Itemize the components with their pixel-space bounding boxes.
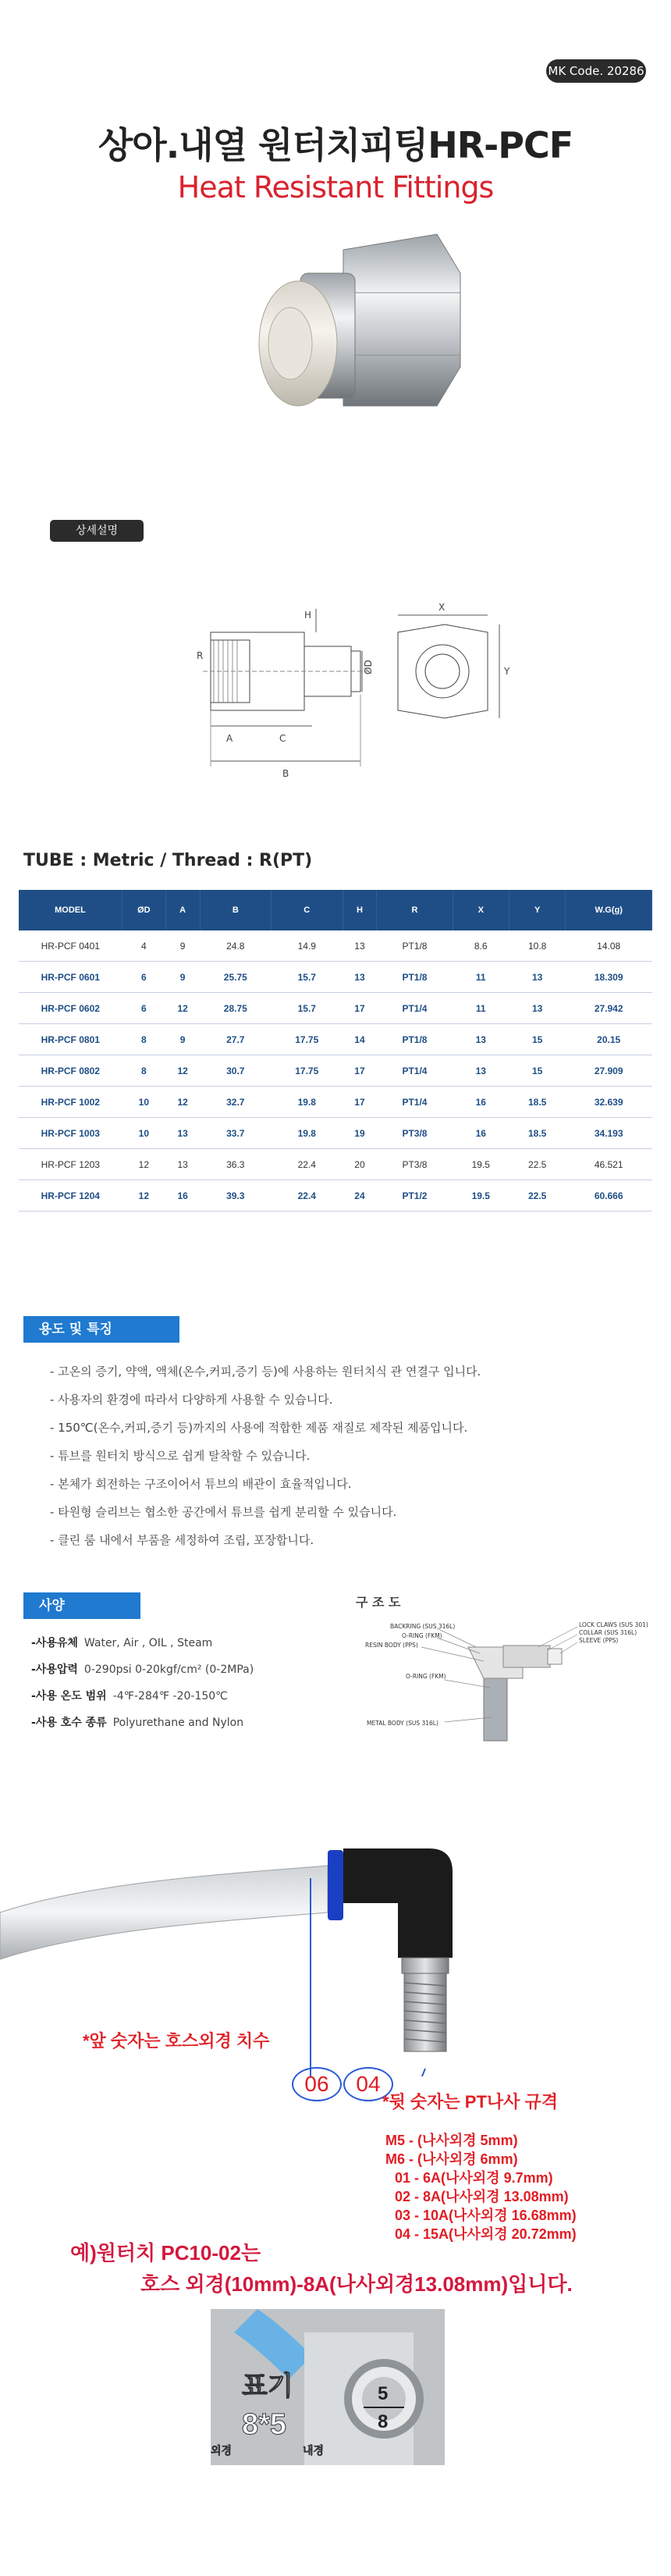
cell-h: 24 bbox=[343, 1180, 377, 1212]
spec-table bbox=[19, 890, 652, 1212]
hose-marking-photo bbox=[211, 2309, 445, 2465]
back-number-note: *뒷 숫자는 PT나사 규격 bbox=[382, 2092, 559, 2112]
dim-label-y: Y bbox=[504, 666, 510, 677]
front-number-note: *앞 숫자는 호스외경 치수 bbox=[83, 2031, 270, 2051]
cell-b: 27.7 bbox=[200, 1024, 271, 1055]
cell-a: 12 bbox=[165, 1055, 200, 1087]
col-y: Y bbox=[509, 890, 565, 930]
cell-weight: 34.193 bbox=[566, 1118, 652, 1149]
cell-r: PT1/8 bbox=[377, 962, 453, 993]
cell-h: 14 bbox=[343, 1024, 377, 1055]
cell-x: 19.5 bbox=[453, 1180, 509, 1212]
cell-c: 22.4 bbox=[272, 1180, 343, 1212]
list-item: 03 - 10A(나사외경 16.68mm) bbox=[395, 2208, 577, 2223]
cell-model: HR-PCF 0601 bbox=[19, 962, 122, 993]
cell-od: 8 bbox=[122, 1055, 166, 1087]
cell-a: 13 bbox=[165, 1118, 200, 1149]
product-subtitle: Heat Resistant Fittings bbox=[177, 170, 494, 205]
thread-size-number: 04 bbox=[343, 2067, 393, 2101]
cell-y: 22.5 bbox=[509, 1149, 565, 1180]
cell-y: 15 bbox=[509, 1055, 565, 1087]
cell-h: 13 bbox=[343, 930, 377, 962]
feature-item: - 튜브를 원터치 방식으로 쉽게 탈착할 수 있습니다. bbox=[50, 1449, 311, 1463]
cell-y: 22.5 bbox=[509, 1180, 565, 1212]
col-a: A bbox=[165, 890, 200, 930]
cell-od: 12 bbox=[122, 1149, 166, 1180]
feature-item: - 고온의 증기, 약액, 액체(온수,커피,증기 등)에 사용하는 원터치식 관 연결구 입니다. bbox=[50, 1364, 481, 1379]
cell-r: PT3/8 bbox=[377, 1149, 453, 1180]
spec-row-hose bbox=[31, 1714, 243, 1730]
table-row bbox=[19, 993, 652, 1024]
features-heading: 용도 및 특징 bbox=[23, 1316, 179, 1343]
part-label: O-RING (FKM) bbox=[406, 1673, 446, 1680]
part-label: METAL BODY (SUS 316L) bbox=[367, 1720, 438, 1727]
cell-x: 11 bbox=[453, 962, 509, 993]
cell-a: 9 bbox=[165, 962, 200, 993]
cell-h: 20 bbox=[343, 1149, 377, 1180]
cell-c: 17.75 bbox=[272, 1055, 343, 1087]
cell-a: 9 bbox=[165, 930, 200, 962]
cell-weight: 46.521 bbox=[566, 1149, 652, 1180]
spec-row-pressure bbox=[31, 1661, 254, 1677]
example-line-2: 호스 외경(10mm)-8A(나사외경13.08mm)입니다. bbox=[140, 2272, 573, 2296]
feature-item: - 사용자의 환경에 따라서 다양하게 사용할 수 있습니다. bbox=[50, 1393, 333, 1407]
specs-heading: 사양 bbox=[23, 1592, 140, 1619]
cell-od: 12 bbox=[122, 1180, 166, 1212]
cell-y: 15 bbox=[509, 1024, 565, 1055]
cell-od: 10 bbox=[122, 1087, 166, 1118]
example-line-1: 예)원터치 PC10-02는 bbox=[70, 2241, 261, 2265]
cell-model: HR-PCF 1204 bbox=[19, 1180, 122, 1212]
cell-x: 8.6 bbox=[453, 930, 509, 962]
cell-a: 16 bbox=[165, 1180, 200, 1212]
cell-h: 19 bbox=[343, 1118, 377, 1149]
cell-r: PT1/4 bbox=[377, 1087, 453, 1118]
cell-r: PT3/8 bbox=[377, 1118, 453, 1149]
cell-y: 18.5 bbox=[509, 1087, 565, 1118]
cell-weight: 27.942 bbox=[566, 993, 652, 1024]
list-item: M5 - (나사외경 5mm) bbox=[385, 2133, 518, 2148]
cell-weight: 32.639 bbox=[566, 1087, 652, 1118]
hose-size-label: 8*5 bbox=[242, 2408, 287, 2441]
cell-weight: 20.15 bbox=[566, 1024, 652, 1055]
cell-y: 10.8 bbox=[509, 930, 565, 962]
cell-b: 28.75 bbox=[200, 993, 271, 1024]
structure-diagram bbox=[343, 1616, 655, 1756]
col-x: X bbox=[453, 890, 509, 930]
cell-model: HR-PCF 0602 bbox=[19, 993, 122, 1024]
spec-value: 0-290psi 0-20kgf/cm² (0-2MPa) bbox=[83, 1663, 254, 1676]
spec-row-temperature bbox=[31, 1688, 228, 1703]
table-row bbox=[19, 930, 652, 962]
cell-weight: 60.666 bbox=[566, 1180, 652, 1212]
hose-size-number: 06 bbox=[292, 2067, 342, 2101]
cell-r: PT1/2 bbox=[377, 1180, 453, 1212]
dim-label-b: B bbox=[282, 768, 289, 779]
part-label: COLLAR (SUS 316L) bbox=[579, 1629, 637, 1636]
cell-c: 19.8 bbox=[272, 1087, 343, 1118]
spec-row-fluid bbox=[31, 1635, 212, 1650]
dim-label-od: ØD bbox=[363, 660, 374, 674]
structure-title: 구 조 도 bbox=[356, 1595, 401, 1610]
cell-b: 25.75 bbox=[200, 962, 271, 993]
cell-od: 10 bbox=[122, 1118, 166, 1149]
feature-item: - 150℃(온수,커피,증기 등)까지의 사용에 적합한 제품 재질로 제작된 제품입니다. bbox=[50, 1421, 468, 1435]
cell-r: PT1/8 bbox=[377, 1024, 453, 1055]
cell-od: 6 bbox=[122, 993, 166, 1024]
cell-h: 17 bbox=[343, 1087, 377, 1118]
inner-dia-value: 5 bbox=[378, 2383, 389, 2404]
cell-od: 6 bbox=[122, 962, 166, 993]
list-item: M6 - (나사외경 6mm) bbox=[385, 2151, 518, 2167]
cell-c: 19.8 bbox=[272, 1118, 343, 1149]
cell-b: 32.7 bbox=[200, 1087, 271, 1118]
spec-value: Polyurethane and Nylon bbox=[112, 1717, 244, 1729]
dim-label-h: H bbox=[304, 610, 312, 621]
cell-model: HR-PCF 1203 bbox=[19, 1149, 122, 1180]
table-row bbox=[19, 962, 652, 993]
col-model: MODEL bbox=[19, 890, 122, 930]
spec-label: -사용 온도 범위 bbox=[31, 1690, 107, 1703]
table-row bbox=[19, 1087, 652, 1118]
spec-value: Water, Air , OIL , Steam bbox=[83, 1637, 213, 1649]
cell-h: 13 bbox=[343, 962, 377, 993]
cell-y: 18.5 bbox=[509, 1118, 565, 1149]
cell-x: 16 bbox=[453, 1087, 509, 1118]
cell-a: 12 bbox=[165, 1087, 200, 1118]
part-label: BACKRING (SUS 316L) bbox=[390, 1623, 456, 1630]
cell-c: 14.9 bbox=[272, 930, 343, 962]
cell-weight: 18.309 bbox=[566, 962, 652, 993]
cell-x: 19.5 bbox=[453, 1149, 509, 1180]
table-row bbox=[19, 1024, 652, 1055]
dim-label-x: X bbox=[438, 602, 446, 613]
cell-h: 17 bbox=[343, 1055, 377, 1087]
dim-label-a: A bbox=[226, 733, 233, 744]
cell-od: 4 bbox=[122, 930, 166, 962]
cell-b: 30.7 bbox=[200, 1055, 271, 1087]
cell-y: 13 bbox=[509, 993, 565, 1024]
spec-label: -사용압력 bbox=[31, 1663, 78, 1676]
cell-x: 13 bbox=[453, 1024, 509, 1055]
col-b: B bbox=[200, 890, 271, 930]
list-item: 01 - 6A(나사외경 9.7mm) bbox=[395, 2170, 553, 2186]
cell-c: 17.75 bbox=[272, 1024, 343, 1055]
cell-c: 15.7 bbox=[272, 993, 343, 1024]
cell-b: 36.3 bbox=[200, 1149, 271, 1180]
cell-x: 16 bbox=[453, 1118, 509, 1149]
feature-item: - 본체가 회전하는 구조이어서 튜브의 배관이 효율적입니다. bbox=[50, 1477, 352, 1491]
col-weight: W.G(g) bbox=[566, 890, 652, 930]
outer-dia-label: 외경 bbox=[211, 2444, 233, 2457]
spec-label: -사용 호수 종류 bbox=[31, 1717, 107, 1729]
cell-c: 22.4 bbox=[272, 1149, 343, 1180]
inner-dia-label: 내경 bbox=[303, 2444, 325, 2457]
cell-x: 11 bbox=[453, 993, 509, 1024]
cell-weight: 14.08 bbox=[566, 930, 652, 962]
feature-item: - 클린 룸 내에서 부품을 세정하여 조립, 포장합니다. bbox=[50, 1533, 314, 1547]
cell-model: HR-PCF 0801 bbox=[19, 1024, 122, 1055]
dim-label-r: R bbox=[197, 650, 204, 661]
cell-r: PT1/8 bbox=[377, 930, 453, 962]
mk-code-badge: MK Code. 20286 bbox=[546, 59, 646, 83]
cell-y: 13 bbox=[509, 962, 565, 993]
part-label: O-RING (FKM) bbox=[402, 1632, 442, 1639]
technical-drawing bbox=[187, 593, 515, 812]
spec-table-title: TUBE : Metric / Thread : R(PT) bbox=[23, 851, 313, 870]
cell-h: 17 bbox=[343, 993, 377, 1024]
cell-a: 12 bbox=[165, 993, 200, 1024]
part-label: RESIN BODY (PPS) bbox=[365, 1642, 418, 1649]
product-title: 상아.내열 원터치피팅HR-PCF bbox=[98, 124, 573, 166]
cell-x: 13 bbox=[453, 1055, 509, 1087]
col-h: H bbox=[343, 890, 377, 930]
cell-model: HR-PCF 0401 bbox=[19, 930, 122, 962]
table-row bbox=[19, 1149, 652, 1180]
cell-b: 24.8 bbox=[200, 930, 271, 962]
spec-value: -4℉-284℉ -20-150℃ bbox=[112, 1690, 228, 1703]
cell-b: 33.7 bbox=[200, 1118, 271, 1149]
table-row bbox=[19, 1055, 652, 1087]
hose-mark-label: 표기 bbox=[242, 2371, 293, 2401]
outer-dia-value: 8 bbox=[378, 2411, 389, 2432]
cell-c: 15.7 bbox=[272, 962, 343, 993]
col-c: C bbox=[272, 890, 343, 930]
cell-a: 13 bbox=[165, 1149, 200, 1180]
cell-r: PT1/4 bbox=[377, 993, 453, 1024]
product-photo bbox=[226, 219, 492, 437]
feature-item: - 타원형 슬리브는 협소한 공간에서 튜브를 쉽게 분리할 수 있습니다. bbox=[50, 1505, 397, 1519]
cell-r: PT1/4 bbox=[377, 1055, 453, 1087]
cell-b: 39.3 bbox=[200, 1180, 271, 1212]
table-row bbox=[19, 1118, 652, 1149]
cell-od: 8 bbox=[122, 1024, 166, 1055]
cell-weight: 27.909 bbox=[566, 1055, 652, 1087]
cell-model: HR-PCF 1003 bbox=[19, 1118, 122, 1149]
table-row bbox=[19, 1180, 652, 1212]
detail-section-label: 상세설명 bbox=[50, 520, 144, 542]
spec-label: -사용유체 bbox=[31, 1637, 78, 1649]
cell-model: HR-PCF 1002 bbox=[19, 1087, 122, 1118]
list-item: 04 - 15A(나사외경 20.72mm) bbox=[395, 2226, 577, 2242]
dim-label-c: C bbox=[279, 733, 286, 744]
col-r: R bbox=[377, 890, 453, 930]
thread-code-list bbox=[385, 2131, 577, 2243]
spec-table-header bbox=[19, 890, 652, 930]
cell-model: HR-PCF 0802 bbox=[19, 1055, 122, 1087]
cell-a: 9 bbox=[165, 1024, 200, 1055]
part-label: SLEEVE (PPS) bbox=[579, 1637, 619, 1644]
col-od: ØD bbox=[122, 890, 166, 930]
list-item: 02 - 8A(나사외경 13.08mm) bbox=[395, 2189, 569, 2204]
part-label: LOCK CLAWS (SUS 301) bbox=[579, 1621, 648, 1628]
